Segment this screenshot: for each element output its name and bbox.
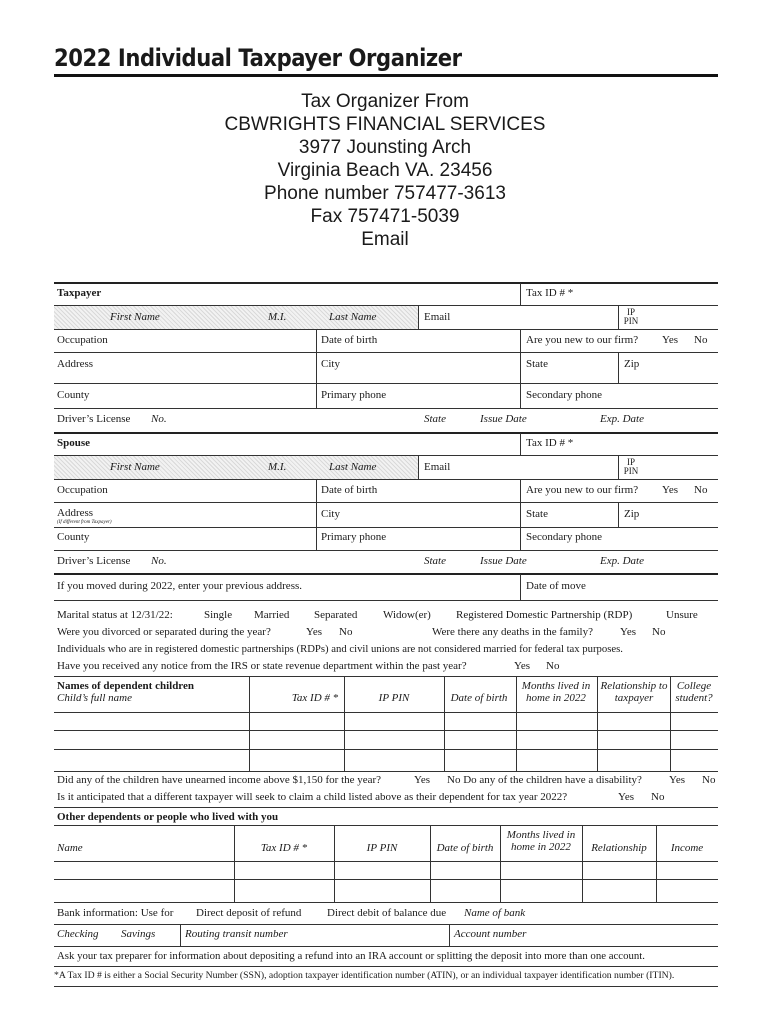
divider xyxy=(516,677,517,771)
relationship-header-line: taxpayer xyxy=(614,692,654,704)
divider xyxy=(618,353,619,383)
others-months-header xyxy=(500,829,582,853)
divider xyxy=(597,677,598,771)
months-header-line: Months lived in xyxy=(506,829,576,841)
spouse-dob-label: Date of birth xyxy=(321,484,378,496)
spouse-state-label: State xyxy=(526,508,548,520)
taxpayer-ip-pin-label xyxy=(620,308,642,326)
spouse-new-firm-no[interactable]: No xyxy=(694,484,708,496)
header-line-6: Fax 757471-5039 xyxy=(310,206,460,227)
divider xyxy=(54,924,718,925)
dependents-heading: Names of dependent children xyxy=(57,680,194,692)
months-header-line: home in 2022 xyxy=(511,841,571,853)
divider xyxy=(500,826,501,902)
footnote: *A Tax ID # is either a Social Security Number (SSN), adoption taxpayer identification number (ATIN), or an individual taxpayer identification number (ITIN). xyxy=(54,970,675,981)
divider xyxy=(520,480,521,502)
divider xyxy=(656,826,657,902)
divider xyxy=(334,826,335,902)
taxpayer-new-firm-label: Are you new to our firm? xyxy=(526,334,639,346)
divider xyxy=(618,456,619,479)
date-of-move-label: Date of move xyxy=(526,580,586,592)
unearned-question: Did any of the children have unearned income above $1,150 for the year? xyxy=(57,774,382,786)
taxpayer-top-rule xyxy=(54,282,718,284)
others-dob-header: Date of birth xyxy=(436,842,494,854)
moved-label: If you moved during 2022, enter your previous address. xyxy=(57,580,303,592)
checking-option[interactable]: Checking xyxy=(57,928,99,940)
others-tax-id-header: Tax ID # * xyxy=(260,842,308,854)
marital-widower[interactable]: Widow(er) xyxy=(383,609,431,621)
spouse-city-label: City xyxy=(321,508,340,520)
divider xyxy=(316,353,317,383)
unearned-yes[interactable]: Yes xyxy=(414,774,431,786)
dep-dob-header: Date of birth xyxy=(450,692,508,704)
taxpayer-exp-date-label: Exp. Date xyxy=(600,413,644,425)
spouse-email-label: Email xyxy=(424,461,451,473)
taxpayer-dl-label: Driver’s License xyxy=(57,413,131,425)
header-line-5: Phone number 757477-3613 xyxy=(264,183,506,204)
divider xyxy=(180,925,181,946)
taxpayer-issue-date-label: Issue Date xyxy=(480,413,527,425)
taxpayer-new-firm-yes[interactable]: Yes xyxy=(662,334,679,346)
spouse-issue-date-label: Issue Date xyxy=(480,555,527,567)
dep-relationship-header xyxy=(598,680,670,704)
divorced-question: Were you divorced or separated during the year? xyxy=(57,626,271,638)
taxpayer-dob-label: Date of birth xyxy=(321,334,378,346)
months-header-line: Months lived in xyxy=(521,680,591,692)
child-full-name-header: Child’s full name xyxy=(57,692,132,704)
taxpayer-tax-id-label: Tax ID # * xyxy=(526,287,574,299)
divider xyxy=(54,550,718,551)
divider xyxy=(54,527,718,528)
taxpayer-city-label: City xyxy=(321,358,340,370)
spouse-dl-state-label: State xyxy=(424,555,446,567)
spouse-county-label: County xyxy=(57,531,90,543)
divider xyxy=(54,946,718,947)
header-line-4: Virginia Beach VA. 23456 xyxy=(277,160,493,181)
divider xyxy=(520,384,521,408)
marital-unsure[interactable]: Unsure xyxy=(666,609,698,621)
title-rule xyxy=(54,74,718,77)
table-row xyxy=(54,861,718,862)
taxpayer-dl-state-label: State xyxy=(424,413,446,425)
spouse-dl-no-label: No. xyxy=(151,555,167,567)
divider xyxy=(316,528,317,550)
taxpayer-last-name-label: Last Name xyxy=(329,311,377,323)
divider xyxy=(54,383,718,384)
divider xyxy=(670,677,671,771)
spouse-occupation-label: Occupation xyxy=(57,484,108,496)
irs-notice-question: Have you received any notice from the IRS or state revenue department within the past year? xyxy=(57,660,467,672)
divider xyxy=(520,433,521,455)
taxpayer-email-label: Email xyxy=(424,311,451,323)
divider xyxy=(418,456,419,479)
spouse-last-name-label: Last Name xyxy=(329,461,377,473)
divider xyxy=(54,479,718,480)
divider xyxy=(344,677,345,771)
savings-option[interactable]: Savings xyxy=(121,928,156,940)
header-line-3: 3977 Jounsting Arch xyxy=(298,137,472,158)
header-line-1: Tax Organizer From xyxy=(301,91,469,112)
table-row xyxy=(54,771,718,772)
pin-label: PIN xyxy=(623,316,639,326)
spouse-address-label: Address xyxy=(57,507,94,519)
header-line-2: CBWRIGHTS FINANCIAL SERVICES xyxy=(224,114,546,135)
divider xyxy=(54,966,718,967)
taxpayer-zip-label: Zip xyxy=(624,358,640,370)
others-income-header: Income xyxy=(670,842,704,854)
divider xyxy=(54,408,718,409)
relationship-header-line: Relationship to xyxy=(600,680,668,692)
disability-no[interactable]: No xyxy=(702,774,716,786)
anticipated-no[interactable]: No xyxy=(651,791,665,803)
table-row xyxy=(54,879,718,880)
direct-debit-option[interactable]: Direct debit of balance due xyxy=(327,907,447,919)
spouse-section-label: Spouse xyxy=(57,437,91,449)
months-header-line: home in 2022 xyxy=(526,692,586,704)
dep-months-header xyxy=(516,680,596,704)
divider xyxy=(316,384,317,408)
divider xyxy=(54,573,718,575)
others-heading: Other dependents or people who lived with you xyxy=(57,811,279,823)
divider xyxy=(249,677,250,771)
table-row xyxy=(54,749,718,750)
others-ip-pin-header: IP PIN xyxy=(366,842,398,854)
taxpayer-new-firm-no[interactable]: No xyxy=(694,334,708,346)
divider xyxy=(234,826,235,902)
taxpayer-primary-phone-label: Primary phone xyxy=(321,389,387,401)
spouse-primary-phone-label: Primary phone xyxy=(321,531,387,543)
table-row xyxy=(54,902,718,903)
bank-info-label: Bank information: Use for xyxy=(57,907,174,919)
spouse-address-note: (If different from Taxpayer) xyxy=(57,520,112,525)
pin-label: PIN xyxy=(623,466,639,476)
spouse-first-name-label: First Name xyxy=(110,461,160,473)
others-relationship-header: Relationship xyxy=(591,842,647,854)
divider xyxy=(520,503,521,527)
irs-notice-yes[interactable]: Yes xyxy=(514,660,531,672)
spouse-tax-id-label: Tax ID # * xyxy=(526,437,574,449)
divider xyxy=(520,353,521,383)
divorced-no[interactable]: No xyxy=(339,626,353,638)
marital-single[interactable]: Single xyxy=(204,609,233,621)
ip-label: IP xyxy=(626,457,635,467)
divider xyxy=(520,283,521,305)
divider xyxy=(54,807,718,808)
others-name-header: Name xyxy=(57,842,83,854)
spouse-zip-label: Zip xyxy=(624,508,640,520)
spouse-mi-label: M.I. xyxy=(268,461,287,473)
divider xyxy=(520,330,521,352)
divider xyxy=(316,503,317,527)
taxpayer-section-label: Taxpayer xyxy=(57,287,102,299)
divider xyxy=(418,306,419,329)
divider xyxy=(520,528,521,550)
divider xyxy=(582,826,583,902)
table-row xyxy=(54,712,718,713)
ip-label: IP xyxy=(626,307,635,317)
divider xyxy=(54,329,718,330)
spouse-top-rule xyxy=(54,432,718,434)
deaths-question: Were there any deaths in the family? xyxy=(432,626,593,638)
disability-yes[interactable]: Yes xyxy=(669,774,686,786)
taxpayer-secondary-phone-label: Secondary phone xyxy=(526,389,603,401)
divorced-yes[interactable]: Yes xyxy=(306,626,323,638)
marital-separated[interactable]: Separated xyxy=(314,609,358,621)
spouse-new-firm-label: Are you new to our firm? xyxy=(526,484,639,496)
taxpayer-address-label: Address xyxy=(57,358,94,370)
account-number-label: Account number xyxy=(454,928,527,940)
divider xyxy=(316,330,317,352)
divider xyxy=(449,925,450,946)
footer-rule xyxy=(54,986,718,987)
rdp-note: Individuals who are in registered domestic partnerships (RDPs) and civil unions are not considered married for federal tax purposes. xyxy=(57,643,623,655)
divider xyxy=(54,825,718,826)
irs-notice-no[interactable]: No xyxy=(546,660,560,672)
marital-status-label: Marital status at 12/31/22: xyxy=(57,609,173,621)
taxpayer-occupation-label: Occupation xyxy=(57,334,108,346)
taxpayer-dl-no-label: No. xyxy=(151,413,167,425)
deaths-yes[interactable]: Yes xyxy=(620,626,637,638)
college-header-line: student? xyxy=(675,692,713,704)
disability-question: No Do any of the children have a disability? xyxy=(447,774,642,786)
divider xyxy=(618,503,619,527)
divider xyxy=(618,306,619,329)
taxpayer-first-name-label: First Name xyxy=(110,311,160,323)
anticipated-question: Is it anticipated that a different taxpayer will seek to claim a child listed above as their dependent for tax year 2022? xyxy=(57,791,568,803)
spouse-secondary-phone-label: Secondary phone xyxy=(526,531,603,543)
page-title: 2022 Individual Taxpayer Organizer xyxy=(54,44,462,72)
bank-name-label: Name of bank xyxy=(464,907,526,919)
spouse-ip-pin-label xyxy=(620,458,642,476)
dep-tax-id-header: Tax ID # * xyxy=(291,692,339,704)
marital-married[interactable]: Married xyxy=(254,609,290,621)
divider xyxy=(54,600,718,601)
routing-number-label: Routing transit number xyxy=(185,928,288,940)
divider xyxy=(54,676,718,677)
taxpayer-mi-label: M.I. xyxy=(268,311,287,323)
taxpayer-county-label: County xyxy=(57,389,90,401)
divider xyxy=(316,480,317,502)
dep-college-header xyxy=(670,680,718,704)
taxpayer-state-label: State xyxy=(526,358,548,370)
divider xyxy=(444,677,445,771)
ira-note: Ask your tax preparer for information about depositing a refund into an IRA account or splitting the deposit into more than one account. xyxy=(57,950,645,962)
direct-deposit-option[interactable]: Direct deposit of refund xyxy=(196,907,302,919)
dep-ip-pin-header: IP PIN xyxy=(378,692,410,704)
anticipated-yes[interactable]: Yes xyxy=(618,791,635,803)
header-line-7: Email xyxy=(361,229,409,250)
spouse-exp-date-label: Exp. Date xyxy=(600,555,644,567)
divider xyxy=(430,826,431,902)
college-header-line: College xyxy=(676,680,712,692)
deaths-no[interactable]: No xyxy=(652,626,666,638)
spouse-new-firm-yes[interactable]: Yes xyxy=(662,484,679,496)
spouse-dl-label: Driver’s License xyxy=(57,555,131,567)
marital-rdp[interactable]: Registered Domestic Partnership (RDP) xyxy=(456,609,633,621)
table-row xyxy=(54,730,718,731)
divider xyxy=(520,574,521,600)
